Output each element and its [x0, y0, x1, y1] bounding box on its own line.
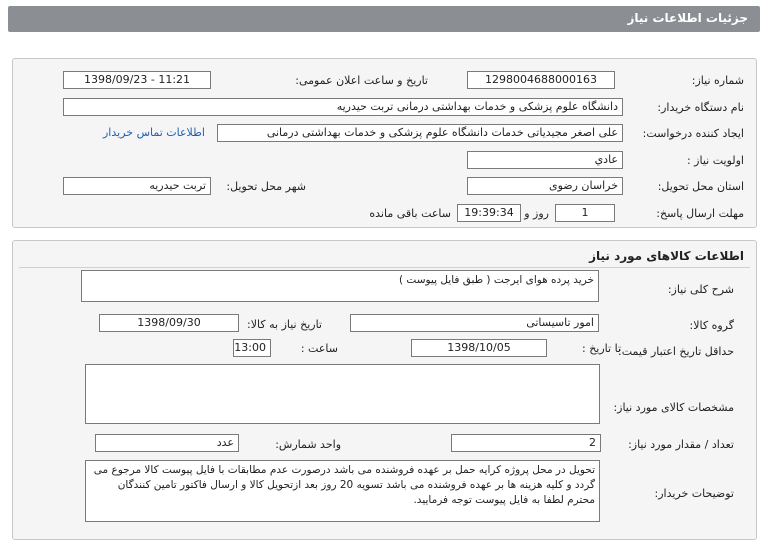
buyer-org-field[interactable]: دانشگاه علوم پزشکی و خدمات بهداشتی درمانی تربت حیدریه [63, 98, 623, 116]
city-label: شهر محل تحویل: [226, 180, 306, 193]
validity-label: حداقل تاریخ اعتبار قیمت: [618, 345, 734, 358]
group-field[interactable]: امور تاسیساتی [350, 314, 599, 332]
need-date-label: تاریخ نیاز به کالا: [247, 318, 322, 331]
summary-label: شرح کلی نیاز: [667, 283, 734, 296]
remaining-text: ساعت باقی مانده [369, 207, 451, 220]
summary-field[interactable]: خرید پرده هوای ایرجت ( طبق فایل پیوست ) [81, 270, 599, 302]
buyer-contact-link[interactable]: اطلاعات تماس خریدار [103, 126, 205, 139]
count-field[interactable]: 2 [451, 434, 601, 452]
priority-field[interactable]: عادي [467, 151, 623, 169]
province-label: استان محل تحویل: [657, 180, 744, 193]
announce-field[interactable]: 1398/09/23 - 11:21 [63, 71, 211, 89]
days-text: روز و [524, 207, 549, 220]
group-label: گروه کالا: [689, 319, 734, 332]
need-number-field[interactable]: 1298004688000163 [467, 71, 615, 89]
need-number-label: شماره نیاز: [691, 74, 744, 87]
validity-time-label: ساعت : [300, 342, 338, 355]
specs-label: مشخصات کالای مورد نیاز: [613, 401, 734, 414]
creator-label: ایجاد کننده درخواست: [642, 127, 744, 140]
buyer-org-label: نام دستگاه خریدار: [657, 101, 744, 114]
deadline-days-field[interactable]: 1 [555, 204, 615, 222]
notes-field[interactable]: تحویل در محل پروژه کرایه حمل بر عهده فروشنده می باشد درصورت عدم مطابقات با فایل پیوست کالا مرجوع می گردد و کلیه هزینه ها بر عهده فروشنده می باشد تسویه 20 روز بعد ازتحویل کالا و ارسال فاکتور تامین کنندگان محترم لطفا به فایل پیوست توجه فرمایید. [85, 460, 600, 522]
need-date-field[interactable]: 1398/09/30 [99, 314, 239, 332]
page-title: جزئیات اطلاعات نیاز [627, 11, 748, 25]
goods-info-panel [12, 240, 757, 540]
specs-field[interactable] [85, 364, 600, 424]
deadline-time-field[interactable]: 19:39:34 [457, 204, 521, 222]
unit-label: واحد شمارش: [275, 438, 341, 451]
deadline-label: مهلت ارسال پاسخ: [656, 207, 744, 220]
province-field[interactable]: خراسان رضوی [467, 177, 623, 195]
count-label: تعداد / مقدار مورد نیاز: [628, 438, 734, 451]
need-info-panel [12, 58, 757, 228]
validity-time-field[interactable]: 13:00 [233, 339, 271, 357]
notes-label: توضیحات خریدار: [654, 487, 734, 500]
city-field[interactable]: تربت حیدریه [63, 177, 211, 195]
creator-field[interactable]: علی اصغر مجیدیاتی خدمات دانشگاه علوم پزشکی و خدمات بهداشتی درمانی [217, 124, 623, 142]
announce-label: تاریخ و ساعت اعلان عمومی: [295, 74, 428, 87]
until-date-label: تا تاریخ : [582, 342, 621, 355]
unit-field[interactable]: عدد [95, 434, 239, 452]
page-header [0, 0, 770, 40]
section-divider [19, 267, 750, 268]
goods-section-title: اطلاعات کالاهای مورد نیاز [589, 249, 744, 263]
priority-label: اولویت نیاز : [686, 154, 744, 167]
header-bar [8, 6, 760, 32]
validity-date-field[interactable]: 1398/10/05 [411, 339, 547, 357]
